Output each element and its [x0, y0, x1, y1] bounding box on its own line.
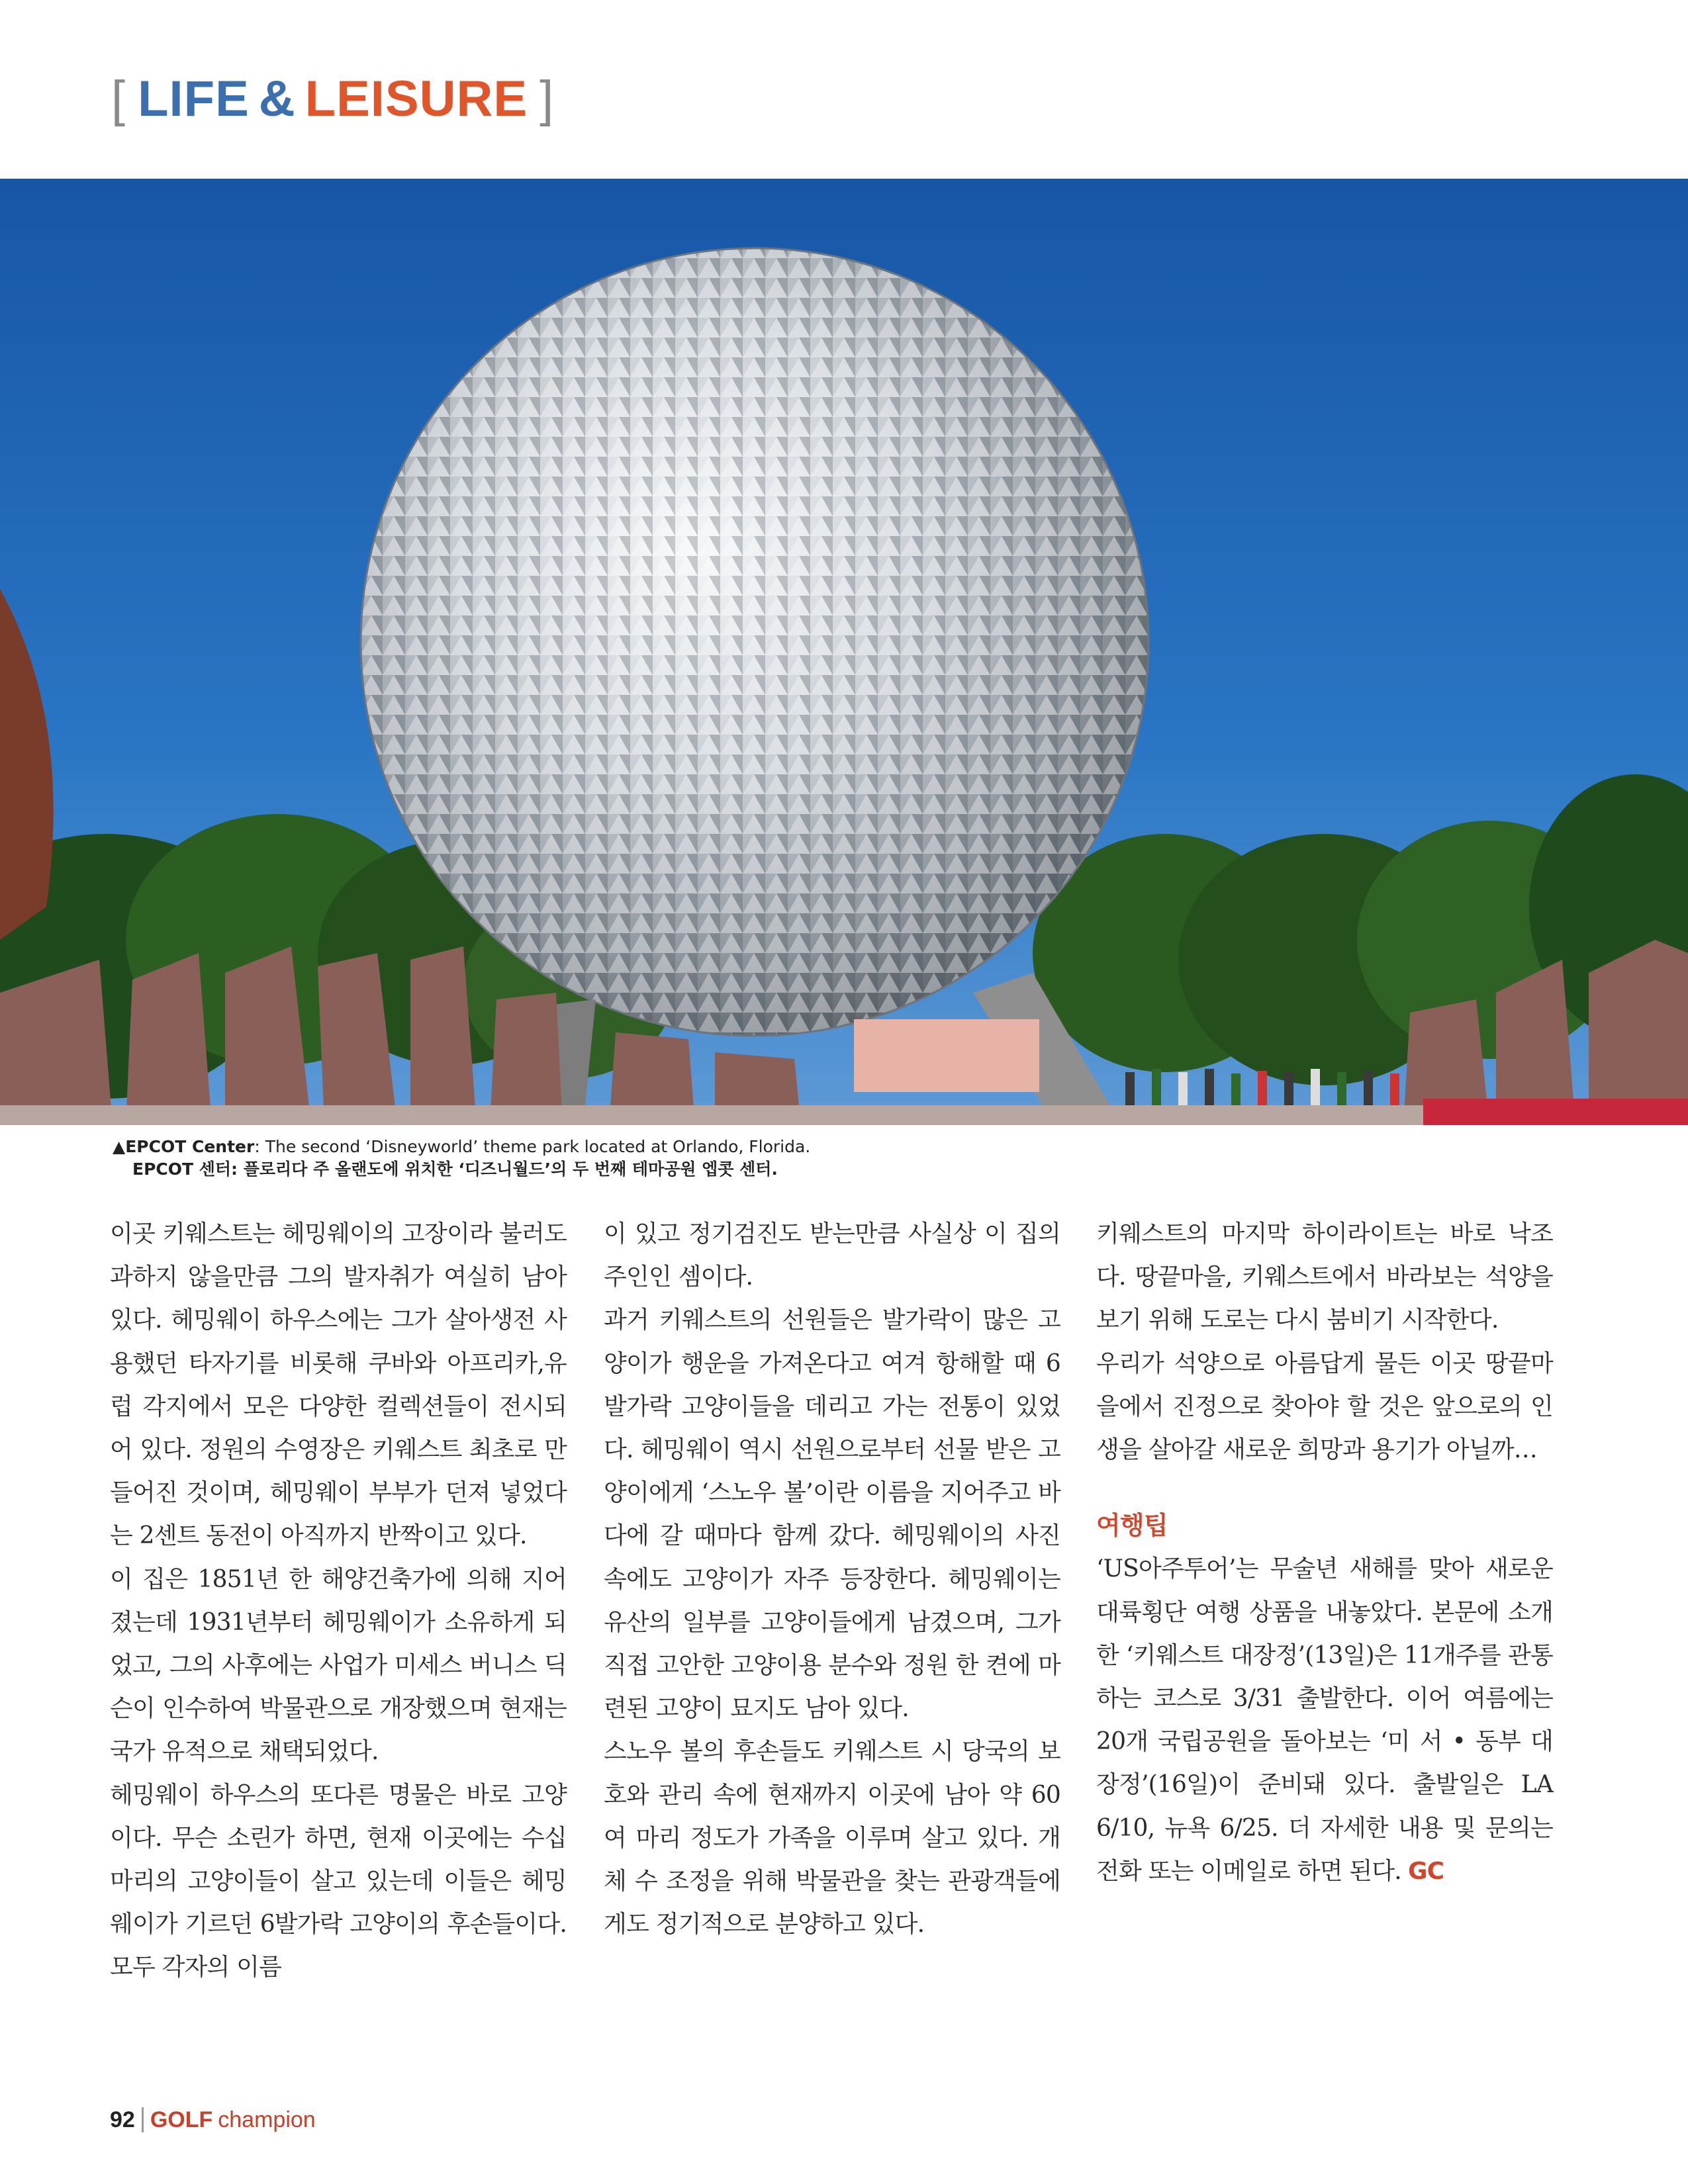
magazine-name-champion: champion	[218, 2107, 316, 2132]
header-word-leisure: LEISURE	[305, 70, 528, 127]
caption-marker: ▲	[113, 1137, 126, 1156]
body-column-2	[604, 1212, 1060, 1946]
col2-paragraph-3: 스노우 볼의 후손들도 키웨스트 시 당국의 보호와 관리 속에 현재까지 이곳에 남아 약 60여 마리 정도가 가족을 이루며 살고 있다. 개체 수 조정을 위해 박물관을 찾는 관광객들에게도 정기적으로 분양하고 있다.	[604, 1738, 1060, 1938]
header-bracket-open: [	[111, 70, 126, 127]
travel-tip-text	[1096, 1547, 1553, 1893]
page-footer	[110, 2103, 316, 2136]
col1-paragraph-1: 이곳 키웨스트는 헤밍웨이의 고장이라 불러도 과하지 않을만큼 그의 발자취가 여실히 남아 있다. 헤밍웨이 하우스에는 그가 살아생전 사용했던 타자기를 비롯해 쿠바와 아프리카,유럽 각지에서 모은 다양한 컬렉션들이 전시되어 있다. 정원의 수영장은 키웨스트 최초로 만들어진 것이며, 헤밍웨이 부부가 던져 넣었다는 2센트 동전이 아직까지 반짝이고 있다.	[110, 1220, 567, 1550]
body-column-1	[110, 1212, 567, 1989]
col2-paragraph-2: 과거 키웨스트의 선원들은 발가락이 많은 고양이가 행운을 가져온다고 여겨 항해할 때 6발가락 고양이들을 데리고 가는 전통이 있었다. 헤밍웨이 역시 선원으로부터 선물 받은 고양이에게 ‘스노우 볼’이란 이름을 지어주고 바다에 갈 때마다 함께 갔다. 헤밍웨이의 사진 속에도 고양이가 자주 등장한다. 헤밍웨이는 유산의 일부를 고양이들에게 남겼으며, 그가 직접 고안한 고양이용 분수와 정원 한 켠에 마련된 고양이 묘지도 남아 있다.	[604, 1306, 1060, 1723]
caption-line-en	[113, 1136, 1105, 1158]
pink-building	[854, 1019, 1039, 1092]
footer-separator	[142, 2107, 144, 2132]
photo-caption	[113, 1136, 1105, 1181]
caption-text-en: : The second ‘Disneyworld’ theme park located at Orlando, Florida.	[254, 1137, 811, 1156]
epcot-photo	[0, 179, 1688, 1125]
end-mark-gc: GC	[1407, 1857, 1444, 1885]
section-header	[111, 69, 554, 128]
col3-paragraph-2: 우리가 석양으로 아름답게 물든 이곳 땅끝마을에서 진정으로 찾아야 할 것은 앞으로의 인생을 살아갈 새로운 희망과 용기가 아닐까…	[1096, 1349, 1553, 1464]
body-column-3	[1096, 1212, 1553, 1893]
page-number: 92	[110, 2107, 135, 2132]
epcot-photo-illustration	[0, 179, 1688, 1125]
header-word-life: LIFE	[138, 70, 250, 127]
header-bracket-close: ]	[539, 70, 555, 127]
caption-line-ko: EPCOT 센터: 플로리다 주 올랜도에 위치한 ‘디즈니월드’의 두 번째 테마공원 엡콧 센터.	[132, 1160, 778, 1179]
spaceship-earth-sphere	[357, 245, 1152, 1039]
header-ampersand: &	[258, 70, 296, 127]
travel-tip-heading: 여행팁	[1096, 1511, 1168, 1541]
travel-tip-body: ‘US아주투어’는 무술년 새해를 맞아 새로운 대륙횡단 여행 상품을 내놓았다. 본문에 소개한 ‘키웨스트 대장정’(13일)은 11개주를 관통하는 코스로 3/31 출발한다. 이어 여름에는 20개 국립공원을 돌아보는 ‘미 서 • 동부 대장정’(16일)이 준비돼 있다. 출발일은 LA 6/10, 뉴욕 6/25. 더 자세한 내용 및 문의는 전화 또는 이메일로 하면 된다.	[1096, 1555, 1553, 1885]
red-flowerbed	[1423, 1099, 1688, 1125]
magazine-name-golf: GOLF	[150, 2107, 213, 2132]
col1-paragraph-3: 헤밍웨이 하우스의 또다른 명물은 바로 고양이다. 무슨 소린가 하면, 현재 이곳에는 수십마리의 고양이들이 살고 있는데 이들은 헤밍웨이가 기르던 6발가락 고양이의 후손들이다.모두 각자의 이름	[110, 1781, 567, 1981]
col1-paragraph-2: 이 집은 1851년 한 해양건축가에 의해 지어졌는데 1931년부터 헤밍웨이가 소유하게 되었고, 그의 사후에는 사업가 미세스 버니스 딕슨이 인수하여 박물관으로 개장했으며 현재는 국가 유적으로 채택되었다.	[110, 1565, 567, 1766]
caption-title-en: EPCOT Center	[125, 1137, 255, 1156]
col3-paragraph-1: 키웨스트의 마지막 하이라이트는 바로 낙조다. 땅끝마을, 키웨스트에서 바라보는 석양을 보기 위해 도로는 다시 붐비기 시작한다.	[1096, 1220, 1553, 1334]
col2-paragraph-1: 이 있고 정기검진도 받는만큼 사실상 이 집의 주인인 셈이다.	[604, 1220, 1060, 1291]
